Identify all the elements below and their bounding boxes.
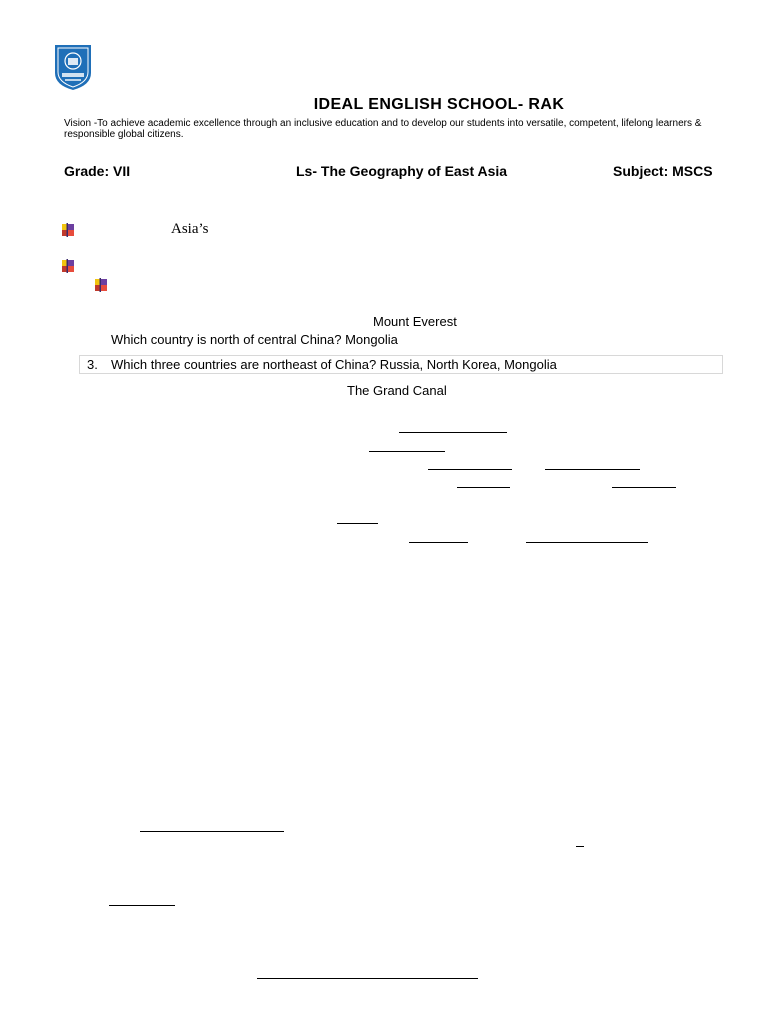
answer-blank [337,523,378,524]
subject-label: Subject: MSCS [613,163,713,179]
vision-statement: Vision -To achieve academic excellence through an inclusive education and to develop our students into versatile, competent, lifelong learners & responsible global citizens. [64,118,702,140]
answer-blank [576,846,584,847]
question-north-of-china: Which country is north of central China? Mongolia [111,332,398,347]
answer-blank [526,542,648,543]
question-number: 3. [87,357,98,372]
diamond-bullet-icon [94,278,108,292]
answer-blank [140,831,284,832]
question-northeast-of-china: Which three countries are northeast of China? Russia, North Korea, Mongolia [111,357,557,372]
answer-blank [109,905,175,906]
school-name: IDEAL ENGLISH SCHOOL- RAK [313,96,565,113]
diamond-bullet-icon [61,259,75,273]
answer-blank [612,487,676,488]
diamond-bullet-icon [61,223,75,237]
answer-blank [399,432,507,433]
answer-blank [369,451,445,452]
answer-grand-canal: The Grand Canal [347,383,447,398]
answer-mount-everest: Mount Everest [373,314,457,329]
answer-blank [457,487,510,488]
answer-blank [428,469,512,470]
grade-label: Grade: VII [64,163,131,179]
lesson-title: Ls- The Geography of East Asia [296,163,508,179]
answer-blank [409,542,468,543]
answer-blank [257,978,478,979]
school-logo-icon [53,43,93,91]
asias-text: Asia’s [171,221,209,237]
answer-blank [545,469,640,470]
